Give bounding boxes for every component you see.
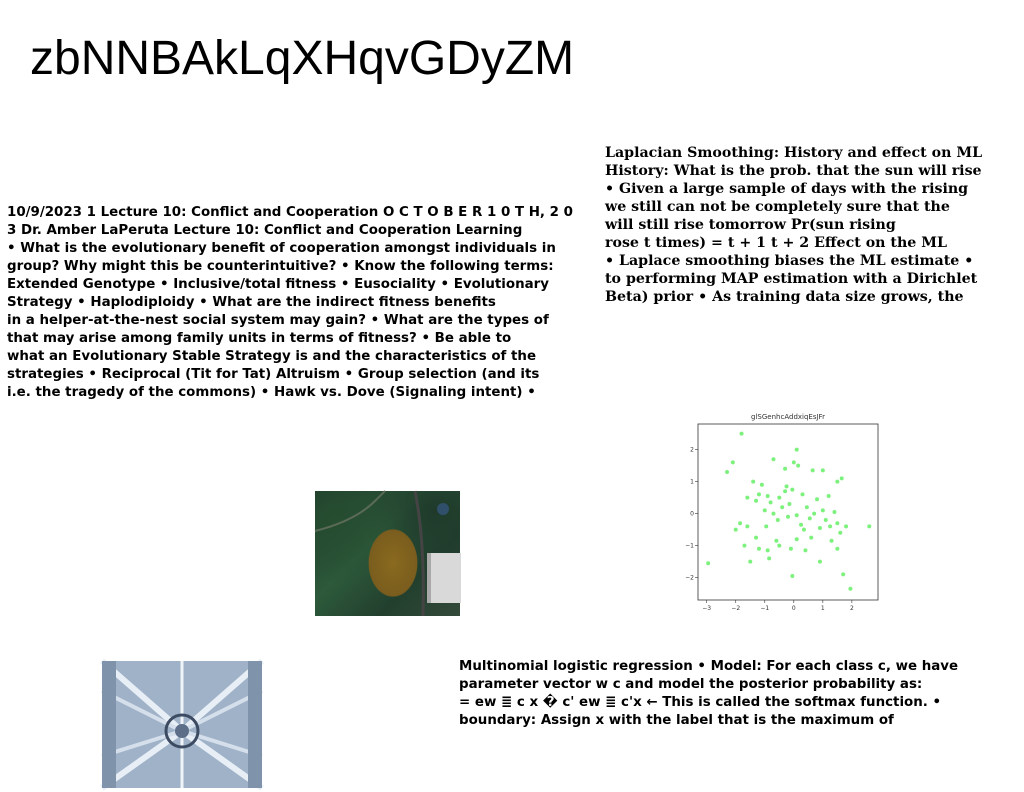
scatter-point — [725, 470, 729, 474]
plot-frame — [698, 424, 878, 600]
scatter-point — [731, 460, 735, 464]
laplacian-text-block — [605, 144, 982, 306]
text-line: in a helper-at-the-nest social system may gain? • What are the types of — [7, 313, 549, 328]
scatter-point — [818, 560, 822, 564]
x-tick-label: 2 — [849, 605, 854, 612]
text-line: that may arise among family units in terms of fitness? • Be able to — [7, 331, 512, 346]
scatter-point — [706, 561, 710, 565]
scatter-point — [799, 523, 803, 527]
scatter-point — [795, 448, 799, 452]
scatter-point — [766, 494, 770, 498]
text-line: Beta) prior • As training data size grows, the — [605, 289, 964, 305]
scatter-point — [827, 494, 831, 498]
scatter-chart — [685, 410, 888, 615]
x-tick-label: −2 — [731, 605, 741, 612]
scatter-point — [764, 524, 768, 528]
y-tick-label: 2 — [690, 446, 694, 454]
scatter-point — [774, 539, 778, 543]
text-line: rose t times) = t + 1 t + 2 Effect on the ML — [605, 235, 947, 251]
scatter-point — [841, 572, 845, 576]
scatter-point — [740, 432, 744, 436]
scatter-point — [771, 457, 775, 461]
lecture-text-block — [7, 204, 573, 402]
scatter-point — [734, 528, 738, 532]
scatter-point — [848, 587, 852, 591]
scatter-point — [803, 548, 807, 552]
text-line: Strategy • Haplodiploidy • What are the indirect fitness benefits — [7, 295, 496, 310]
scatter-point — [771, 512, 775, 516]
x-tick-label: 1 — [820, 605, 825, 612]
text-line: = ew ≣ c x � c' ew ≣ c'x ← This is called the softmax function. • — [459, 695, 942, 710]
scatter-point — [835, 547, 839, 551]
scatter-point — [835, 521, 839, 525]
scatter-point — [805, 505, 809, 509]
text-line: strategies • Reciprocal (Tit for Tat) Altruism • Group selection (and its — [7, 367, 540, 382]
scatter-point — [754, 499, 758, 503]
scatter-point — [796, 464, 800, 468]
scatter-point — [757, 492, 761, 496]
scatter-point — [867, 524, 871, 528]
y-tick-label: 0 — [690, 510, 694, 518]
text-line: History: What is the prob. that the sun will rise — [605, 163, 982, 179]
scatter-point — [802, 528, 806, 532]
cathedral-vault-photo — [102, 661, 262, 788]
y-tick-label: −2 — [685, 574, 694, 582]
text-line: 10/9/2023 1 Lecture 10: Conflict and Cooperation O C T O B E R 1 0 T H, 2 0 — [7, 205, 573, 220]
scatter-point — [766, 548, 770, 552]
scatter-point — [738, 521, 742, 525]
scatter-point — [754, 536, 758, 540]
x-tick-label: 0 — [791, 605, 796, 612]
scatter-point — [783, 489, 787, 493]
regression-text-block — [459, 658, 958, 730]
text-line: • Given a large sample of days with the rising — [605, 181, 969, 197]
scatter-point — [832, 510, 836, 514]
scatter-point — [745, 524, 749, 528]
scatter-point — [821, 468, 825, 472]
scatter-point — [776, 518, 780, 522]
scatter-point — [748, 560, 752, 564]
y-tick-label: −1 — [685, 542, 694, 550]
scatter-point — [801, 492, 805, 496]
text-line: group? Why might this be counterintuitive? • Know the following terms: — [7, 259, 554, 274]
scatter-point — [760, 483, 764, 487]
scatter-point — [812, 512, 816, 516]
text-line: • Laplace smoothing biases the ML estimate • — [605, 253, 974, 269]
scatter-point — [821, 508, 825, 512]
y-tick-label: 1 — [690, 478, 694, 486]
scatter-point — [767, 556, 771, 560]
scatter-point — [785, 484, 789, 488]
aerial-photo — [315, 491, 460, 616]
scatter-point — [745, 496, 749, 500]
text-line: • What is the evolutionary benefit of cooperation amongst individuals in — [7, 241, 556, 256]
scatter-point — [769, 500, 773, 504]
scatter-point — [840, 476, 844, 480]
text-line: parameter vector w c and model the posterior probability as: — [459, 677, 923, 692]
scatter-point — [844, 524, 848, 528]
scatter-point — [809, 536, 813, 540]
scatter-point — [828, 524, 832, 528]
scatter-point — [751, 480, 755, 484]
scatter-point — [811, 468, 815, 472]
text-line: will still rise tomorrow Pr(sun rising — [605, 217, 896, 233]
text-line: Extended Genotype • Inclusive/total fitness • Eusociality • Evolutionary — [7, 277, 549, 292]
scatter-point — [795, 537, 799, 541]
text-line: we still can not be completely sure that the — [605, 199, 950, 215]
scatter-point — [818, 526, 822, 530]
scatter-point — [795, 513, 799, 517]
chart-axes — [685, 447, 854, 612]
scatter-point — [830, 539, 834, 543]
x-tick-label: −1 — [760, 605, 770, 612]
text-line: Multinomial logistic regression • Model: For each class c, we have — [459, 659, 959, 674]
scatter-point — [808, 516, 812, 520]
text-line: i.e. the tragedy of the commons) • Hawk vs. Dove (Signaling intent) • — [7, 385, 536, 400]
scatter-point — [780, 505, 784, 509]
text-line: 3 Dr. Amber LaPeruta Lecture 10: Conflict and Cooperation Learning — [7, 223, 523, 238]
scatter-point — [790, 488, 794, 492]
scatter-point — [824, 518, 828, 522]
cathedral-vault-detail — [102, 661, 262, 788]
chart-title: glSGenhcAddxiqEsJFr — [751, 413, 825, 421]
chart-points — [706, 432, 871, 591]
scatter-point — [783, 467, 787, 471]
scatter-point — [789, 547, 793, 551]
scatter-point — [763, 508, 767, 512]
scatter-point — [815, 497, 819, 501]
scatter-point — [792, 460, 796, 464]
scatter-point — [838, 531, 842, 535]
text-line: boundary: Assign x with the label that is the maximum of — [459, 713, 894, 728]
scatter-point — [790, 574, 794, 578]
building-shape — [427, 553, 461, 603]
text-line: Laplacian Smoothing: History and effect on ML — [605, 145, 983, 161]
scatter-point — [777, 544, 781, 548]
scatter-point — [777, 496, 781, 500]
scatter-point — [742, 544, 746, 548]
scatter-point — [786, 515, 790, 519]
text-line: what an Evolutionary Stable Strategy is and the characteristics of the — [7, 349, 537, 364]
page-title: zbNNBAkLqXHqvGDyZM — [30, 32, 575, 85]
x-tick-label: −3 — [702, 605, 712, 612]
scatter-point — [787, 502, 791, 506]
scatter-point — [835, 480, 839, 484]
scatter-point — [757, 547, 761, 551]
text-line: to performing MAP estimation with a Dirichlet — [605, 271, 978, 287]
